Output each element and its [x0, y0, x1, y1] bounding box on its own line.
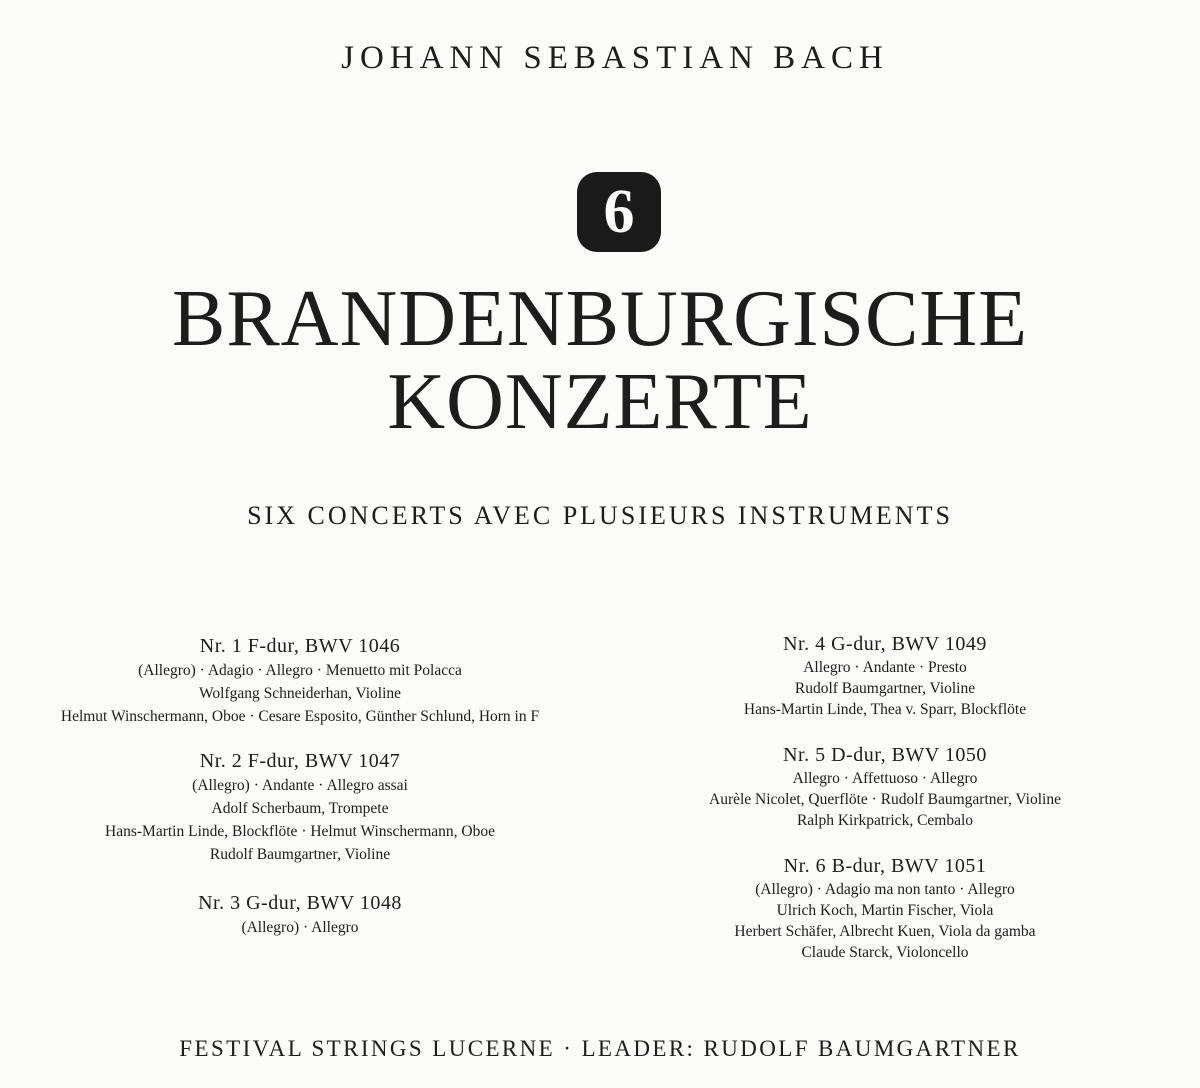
concerto-performer: Ulrich Koch, Martin Fischer, Viola [776, 902, 994, 919]
concerto-heading: Nr. 3 G-dur, BWV 1048 [198, 892, 402, 914]
concerto-2 [0, 748, 600, 866]
concerto-heading: Nr. 2 F-dur, BWV 1047 [199, 750, 401, 772]
concerto-4 [630, 631, 1140, 720]
album-subtitle: SIX CONCERTS AVEC PLUSIEURS INSTRUMENTS [247, 501, 953, 530]
concerto-heading: Nr. 1 F-dur, BWV 1046 [199, 635, 401, 657]
concerto-heading: Nr. 6 B-dur, BWV 1051 [783, 855, 987, 877]
concerto-5 [630, 742, 1140, 831]
concerto-movements: (Allegro) · Andante · Allegro assai [192, 777, 408, 794]
concerto-1 [0, 633, 600, 728]
concerto-movements: Allegro · Andante · Presto [803, 659, 967, 676]
concerto-movements: (Allegro) · Adagio · Allegro · Menuetto mit Polacca [138, 662, 462, 679]
album-title-line2: KONZERTE [387, 358, 813, 446]
concerto-column-left [0, 633, 600, 939]
concerto-count-badge: 6 [577, 172, 661, 252]
concerto-6 [630, 853, 1140, 963]
concerto-performer: Ralph Kirkpatrick, Cembalo [796, 812, 974, 829]
concerto-performer: Hans-Martin Linde, Blockflöte · Helmut Winschermann, Oboe [105, 823, 495, 840]
composer-name: JOHANN SEBASTIAN BACH [341, 40, 889, 76]
concerto-3 [0, 890, 600, 939]
concerto-performer: Herbert Schäfer, Albrecht Kuen, Viola da gamba [734, 923, 1036, 940]
concerto-movements: Allegro · Affettuoso · Allegro [792, 770, 978, 787]
concerto-performer: Wolfgang Schneiderhan, Violine [199, 685, 401, 702]
concerto-performer: Adolf Scherbaum, Trompete [211, 800, 389, 817]
concerto-performer: Rudolf Baumgartner, Violine [794, 680, 976, 697]
ensemble-credit: FESTIVAL STRINGS LUCERNE · LEADER: RUDOLF BAUMGARTNER [179, 1036, 1021, 1061]
concerto-performer: Helmut Winschermann, Oboe · Cesare Esposito, Günther Schlund, Horn in F [60, 708, 540, 725]
concerto-movements: (Allegro) · Adagio ma non tanto · Allegro [755, 881, 1015, 898]
concerto-performer: Claude Starck, Violoncello [801, 944, 969, 961]
concerto-heading: Nr. 4 G-dur, BWV 1049 [783, 633, 987, 655]
concerto-performer: Hans-Martin Linde, Thea v. Sparr, Blockflöte [743, 701, 1027, 718]
concerto-performer: Rudolf Baumgartner, Violine [209, 846, 391, 863]
album-title-line1: BRANDENBURGISCHE [171, 275, 1029, 363]
concerto-movements: (Allegro) · Allegro [241, 919, 359, 936]
concerto-column-right [630, 631, 1140, 963]
concerto-performer: Aurèle Nicolet, Querflöte · Rudolf Baumgartner, Violine [709, 791, 1061, 808]
concerto-heading: Nr. 5 D-dur, BWV 1050 [783, 744, 987, 766]
